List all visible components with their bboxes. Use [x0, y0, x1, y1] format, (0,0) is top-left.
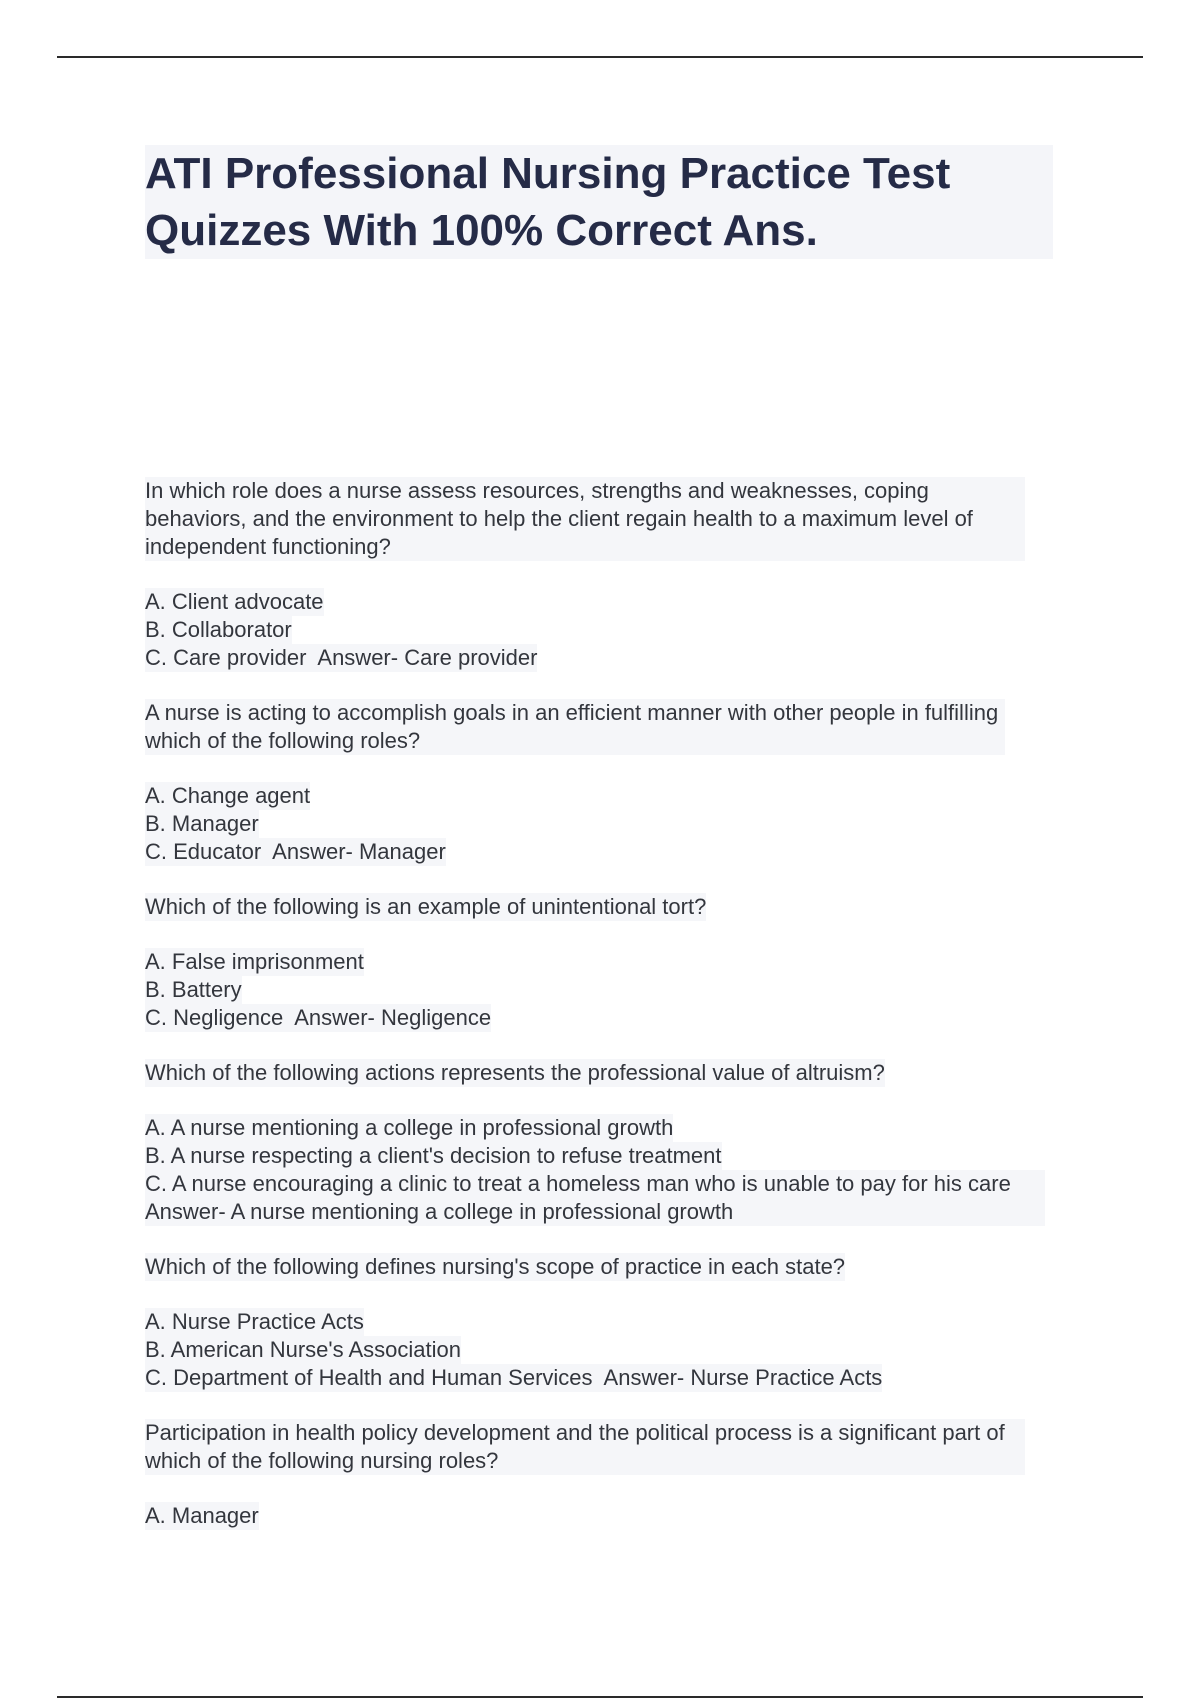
- page-title: [145, 145, 1053, 259]
- answer-option: C. Educator Answer- Manager: [145, 839, 446, 864]
- answer-option: C. Department of Health and Human Services Answer- Nurse Practice Acts: [145, 1365, 883, 1390]
- answer-option: C. Negligence Answer- Negligence: [145, 1005, 492, 1030]
- top-rule: [57, 56, 1143, 58]
- question-text: Participation in health policy development and the political process is a significant part of which of the following nursing roles?: [145, 1419, 1025, 1475]
- answer-option: B. Battery: [145, 977, 242, 1002]
- answer-option: B. Manager: [145, 811, 259, 836]
- question-text: Which of the following defines nursing's scope of practice in each state?: [145, 1254, 846, 1279]
- title-line-2: Quizzes With 100% Correct Ans.: [145, 206, 818, 255]
- question-block-4: [145, 1059, 1065, 1226]
- question-text: A nurse is acting to accomplish goals in an efficient manner with other people in fulfilling which of the following roles?: [145, 699, 1005, 755]
- answer-option: A. Nurse Practice Acts: [145, 1309, 364, 1334]
- question-block-5: [145, 1253, 1065, 1392]
- question-block-3: [145, 893, 1065, 1032]
- question-block-6: [145, 1419, 1065, 1530]
- answer-option: A. Change agent: [145, 783, 311, 808]
- answer-option: B. A nurse respecting a client's decision to refuse treatment: [145, 1143, 722, 1168]
- question-block-1: [145, 477, 1065, 672]
- quiz-content: [145, 477, 1065, 1557]
- answer-option: C. Care provider Answer- Care provider: [145, 645, 538, 670]
- answer-option: A. False imprisonment: [145, 949, 364, 974]
- answer-option: A. Client advocate: [145, 589, 324, 614]
- question-text: Which of the following is an example of unintentional tort?: [145, 894, 707, 919]
- bottom-rule: [57, 1696, 1143, 1698]
- answer-option: A. Manager: [145, 1503, 259, 1528]
- answer-option: B. Collaborator: [145, 617, 292, 642]
- question-text: In which role does a nurse assess resources, strengths and weaknesses, coping behaviors, and the environment to help the client regain health to a maximum level of independent functioning?: [145, 477, 1025, 561]
- title-line-1: ATI Professional Nursing Practice Test: [145, 149, 951, 198]
- answer-option: C. A nurse encouraging a clinic to treat a homeless man who is unable to pay for his care Answer- A nurse mentioning a college in professional growth: [145, 1170, 1045, 1226]
- question-text: Which of the following actions represents the professional value of altruism?: [145, 1060, 885, 1085]
- answer-option: B. American Nurse's Association: [145, 1337, 462, 1362]
- question-block-2: [145, 699, 1065, 866]
- answer-option: A. A nurse mentioning a college in professional growth: [145, 1115, 674, 1140]
